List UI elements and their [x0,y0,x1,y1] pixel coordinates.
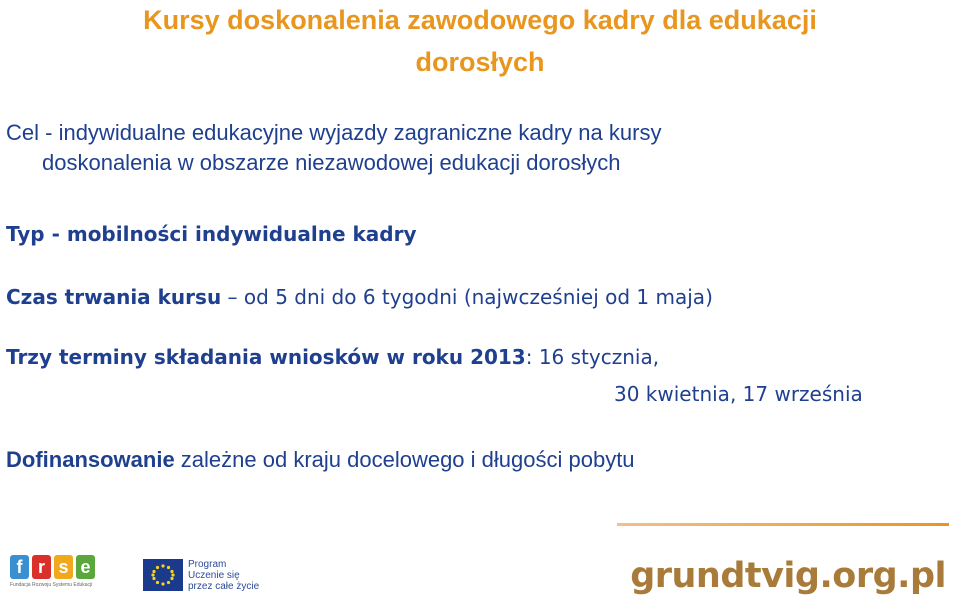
terminy-text-line-2: 30 kwietnia, 17 września [614,382,863,406]
eu-line-1: Program [188,558,227,570]
frse-letter-e: e [76,555,95,579]
czas-text: – od 5 dni do 6 tygodni (najwcześniej od 1 maja) [221,285,713,309]
terminy-paragraph [6,343,659,371]
cel-label: Cel [6,120,40,145]
cel-paragraph [6,118,661,178]
title-line-1: Kursy doskonalenia zawodowego kadry dla edukacji [143,5,817,35]
page-title [0,0,960,82]
dofinansowanie-label: Dofinansowanie [6,447,175,472]
dofinansowanie-text: zależne od kraju docelowego i długości pobytu [174,447,635,472]
czas-label: Czas trwania kursu [6,285,222,309]
eu-program-logo [143,557,263,593]
footer-divider [617,523,949,526]
czas-paragraph [6,283,713,311]
terminy-label: Trzy terminy składania wniosków w roku 2013 [6,345,526,369]
eu-program-text [188,559,259,592]
eu-flag-icon [143,559,183,591]
frse-letter-r: r [32,555,51,579]
frse-letter-s: s [54,555,73,579]
frse-caption: Fundacja Rozwoju Systemu Edukacji [10,582,93,588]
title-line-2: dorosłych [415,47,545,77]
eu-line-2: Uczenie się [188,569,240,581]
dofinansowanie-paragraph [6,445,635,475]
cel-text-line-2: doskonalenia w obszarze niezawodowej edukacji dorosłych [42,150,621,175]
typ-text: - mobilności indywidualne kadry [44,222,417,246]
frse-letter-f: f [10,555,29,579]
typ-paragraph [6,220,416,248]
frse-logo [10,555,100,595]
eu-line-3: przez całe życie [188,580,260,592]
cel-text-line-1: - indywidualne edukacyjne wyjazdy zagraniczne kadry na kursy [39,120,662,145]
terminy-text-line-1: : 16 stycznia, [525,345,660,369]
typ-label: Typ [6,222,45,246]
grundtvig-logo: grundtvig.org.pl [630,556,946,596]
